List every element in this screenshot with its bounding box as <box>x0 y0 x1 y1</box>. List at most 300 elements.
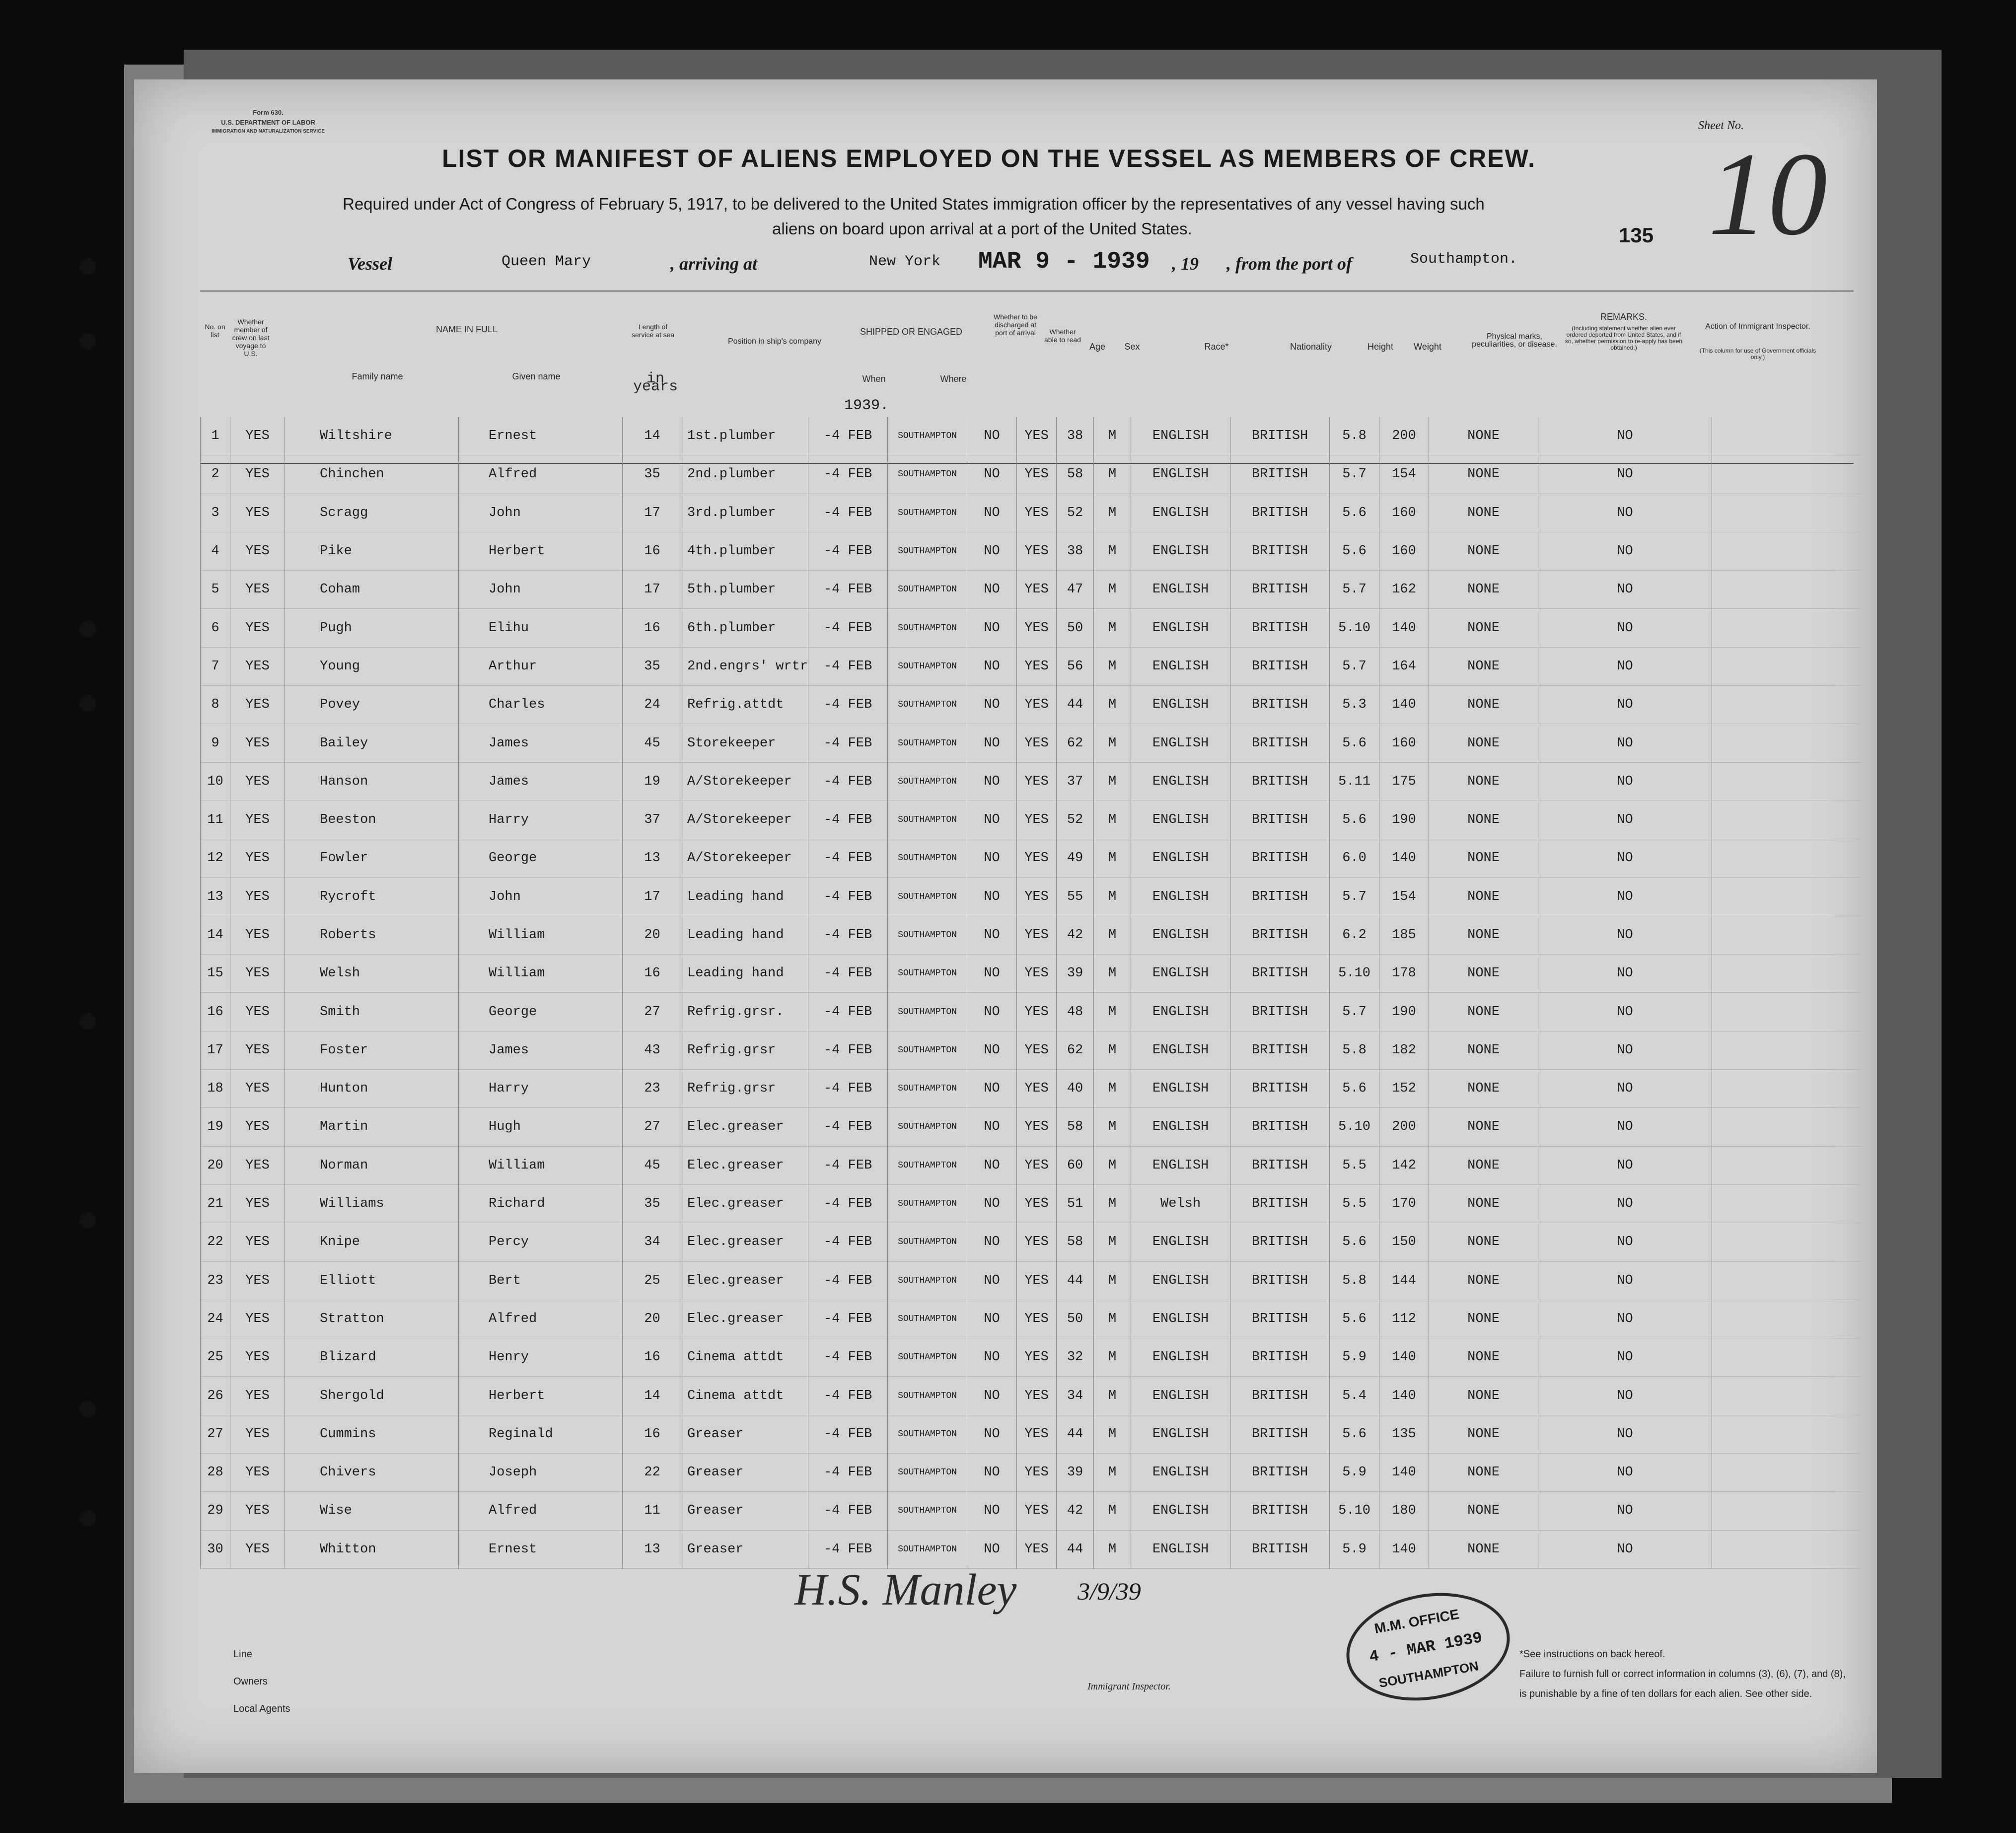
height: 5.3 <box>1330 686 1379 724</box>
age: 44 <box>1057 1261 1094 1300</box>
nationality: BRITISH <box>1230 762 1330 801</box>
table-row <box>201 839 1861 878</box>
shipped-where: SOUTHAMPTON <box>888 1300 967 1338</box>
able-to-read: YES <box>1017 1031 1057 1069</box>
able-to-read: YES <box>1017 916 1057 954</box>
physical-marks: NONE <box>1429 954 1538 993</box>
shipped-when: -4 FEB <box>808 1492 888 1530</box>
service-years: 16 <box>623 532 682 570</box>
family-name: Chivers <box>285 1454 459 1492</box>
sheet-number: 10 <box>1708 128 1827 260</box>
col-header-nationality: Nationality <box>1290 342 1332 352</box>
inspector-action <box>1712 455 1861 494</box>
nationality: BRITISH <box>1230 916 1330 954</box>
shipped-where: SOUTHAMPTON <box>888 686 967 724</box>
prev-voyage: YES <box>230 647 285 685</box>
service-years: 20 <box>623 916 682 954</box>
table-row <box>201 1261 1861 1300</box>
nationality: BRITISH <box>1230 455 1330 494</box>
remarks: NO <box>1538 647 1712 685</box>
inspector-action <box>1712 839 1861 878</box>
prev-voyage: YES <box>230 878 285 916</box>
given-name: John <box>459 494 623 532</box>
race: ENGLISH <box>1131 1377 1230 1415</box>
form-number: Form 630. <box>253 109 284 116</box>
table-row <box>201 1454 1861 1492</box>
physical-marks: NONE <box>1429 1377 1538 1415</box>
given-name: Bert <box>459 1261 623 1300</box>
race: ENGLISH <box>1131 1300 1230 1338</box>
age: 32 <box>1057 1338 1094 1377</box>
given-name: John <box>459 571 623 609</box>
height: 5.5 <box>1330 1146 1379 1184</box>
nationality: BRITISH <box>1230 1454 1330 1492</box>
service-years: 17 <box>623 878 682 916</box>
row-number: 29 <box>201 1492 230 1530</box>
shipped-where: SOUTHAMPTON <box>888 801 967 839</box>
col-header-weight: Weight <box>1414 342 1441 352</box>
col-header-age: Age <box>1089 342 1106 352</box>
punch-hole <box>79 1510 96 1527</box>
family-name: Martin <box>285 1108 459 1146</box>
race: ENGLISH <box>1131 455 1230 494</box>
able-to-read: YES <box>1017 1146 1057 1184</box>
agents-label: Local Agents <box>233 1703 290 1714</box>
discharged: NO <box>967 1261 1017 1300</box>
inspector-label: Immigrant Inspector. <box>1087 1681 1171 1692</box>
height: 5.10 <box>1330 1492 1379 1530</box>
line-label: Line <box>233 1649 252 1660</box>
age: 62 <box>1057 1031 1094 1069</box>
prev-voyage: YES <box>230 1070 285 1108</box>
prev-voyage: YES <box>230 1223 285 1261</box>
col-header-in-years: in years <box>633 370 678 395</box>
prev-voyage: YES <box>230 954 285 993</box>
punch-hole <box>79 1212 96 1229</box>
physical-marks: NONE <box>1429 1223 1538 1261</box>
given-name: Herbert <box>459 1377 623 1415</box>
race: ENGLISH <box>1131 571 1230 609</box>
race: ENGLISH <box>1131 417 1230 455</box>
shipped-when: -4 FEB <box>808 1108 888 1146</box>
shipped-where: SOUTHAMPTON <box>888 762 967 801</box>
height: 5.6 <box>1330 1070 1379 1108</box>
remarks: NO <box>1538 1530 1712 1568</box>
age: 44 <box>1057 1530 1094 1568</box>
prev-voyage: YES <box>230 1530 285 1568</box>
sex: M <box>1094 1530 1131 1568</box>
height: 5.7 <box>1330 993 1379 1031</box>
service-years: 35 <box>623 455 682 494</box>
sex: M <box>1094 839 1131 878</box>
race: ENGLISH <box>1131 801 1230 839</box>
family-name: Williams <box>285 1184 459 1223</box>
sex: M <box>1094 1492 1131 1530</box>
remarks: NO <box>1538 801 1712 839</box>
department: U.S. DEPARTMENT OF LABOR <box>221 119 315 126</box>
age: 62 <box>1057 724 1094 762</box>
row-number: 23 <box>201 1261 230 1300</box>
height: 5.6 <box>1330 1223 1379 1261</box>
remarks: NO <box>1538 993 1712 1031</box>
stamp-bottom-text: SOUTHAMPTON <box>1377 1658 1480 1691</box>
family-name: Povey <box>285 686 459 724</box>
row-number: 7 <box>201 647 230 685</box>
row-number: 25 <box>201 1338 230 1377</box>
weight: 112 <box>1379 1300 1429 1338</box>
note-1: *See instructions on back hereof. <box>1519 1649 1665 1660</box>
height: 5.7 <box>1330 878 1379 916</box>
discharged: NO <box>967 647 1017 685</box>
remarks: NO <box>1538 1261 1712 1300</box>
shipped-when: -4 FEB <box>808 1184 888 1223</box>
sex: M <box>1094 494 1131 532</box>
nationality: BRITISH <box>1230 724 1330 762</box>
service-years: 20 <box>623 1300 682 1338</box>
remarks: NO <box>1538 1377 1712 1415</box>
position: Leading hand <box>682 878 808 916</box>
sex: M <box>1094 1031 1131 1069</box>
service-years: 22 <box>623 1454 682 1492</box>
col-header-prev-voyage: Whether member of crew on last voyage to U.S. <box>232 318 270 358</box>
remarks: NO <box>1538 494 1712 532</box>
row-number: 28 <box>201 1454 230 1492</box>
race: ENGLISH <box>1131 1223 1230 1261</box>
family-name: Blizard <box>285 1338 459 1377</box>
position: Cinema attdt <box>682 1338 808 1377</box>
discharged: NO <box>967 1184 1017 1223</box>
page-title: LIST OR MANIFEST OF ALIENS EMPLOYED ON THE VESSEL AS MEMBERS OF CREW. <box>442 145 1536 172</box>
service-years: 34 <box>623 1223 682 1261</box>
height: 5.6 <box>1330 1415 1379 1453</box>
inspector-action <box>1712 1146 1861 1184</box>
weight: 140 <box>1379 839 1429 878</box>
given-name: Herbert <box>459 532 623 570</box>
shipped-when: -4 FEB <box>808 839 888 878</box>
shipped-when: -4 FEB <box>808 1146 888 1184</box>
able-to-read: YES <box>1017 1070 1057 1108</box>
shipped-when: -4 FEB <box>808 1377 888 1415</box>
race: ENGLISH <box>1131 1108 1230 1146</box>
shipped-where: SOUTHAMPTON <box>888 1492 967 1530</box>
given-name: William <box>459 954 623 993</box>
position: Elec.greaser <box>682 1108 808 1146</box>
height: 5.10 <box>1330 954 1379 993</box>
shipped-when: -4 FEB <box>808 762 888 801</box>
weight: 200 <box>1379 417 1429 455</box>
nationality: BRITISH <box>1230 1377 1330 1415</box>
shipped-where: SOUTHAMPTON <box>888 1223 967 1261</box>
discharged: NO <box>967 455 1017 494</box>
family-name: Foster <box>285 1031 459 1069</box>
inspector-action <box>1712 1530 1861 1568</box>
physical-marks: NONE <box>1429 1031 1538 1069</box>
able-to-read: YES <box>1017 417 1057 455</box>
prev-voyage: YES <box>230 686 285 724</box>
position: Greaser <box>682 1454 808 1492</box>
weight: 154 <box>1379 878 1429 916</box>
family-name: Young <box>285 647 459 685</box>
inspector-action <box>1712 1223 1861 1261</box>
year-label: , 19 <box>1172 254 1199 274</box>
race: ENGLISH <box>1131 954 1230 993</box>
table-row <box>201 1108 1861 1146</box>
service-years: 16 <box>623 609 682 647</box>
service-years: 37 <box>623 801 682 839</box>
service-years: 11 <box>623 1492 682 1530</box>
weight: 154 <box>1379 455 1429 494</box>
sex: M <box>1094 532 1131 570</box>
discharged: NO <box>967 1530 1017 1568</box>
remarks: NO <box>1538 954 1712 993</box>
inspector-action <box>1712 571 1861 609</box>
table-row <box>201 1415 1861 1453</box>
stamp-top-text: M.M. OFFICE <box>1373 1606 1460 1636</box>
sex: M <box>1094 1070 1131 1108</box>
sex: M <box>1094 571 1131 609</box>
service-years: 19 <box>623 762 682 801</box>
service-years: 16 <box>623 1415 682 1453</box>
discharged: NO <box>967 1146 1017 1184</box>
row-number: 27 <box>201 1415 230 1453</box>
sex: M <box>1094 417 1131 455</box>
shipped-when: -4 FEB <box>808 1454 888 1492</box>
shipped-when: -4 FEB <box>808 801 888 839</box>
given-name: Percy <box>459 1223 623 1261</box>
table-row <box>201 1146 1861 1184</box>
discharged: NO <box>967 993 1017 1031</box>
weight: 144 <box>1379 1261 1429 1300</box>
weight: 135 <box>1379 1415 1429 1453</box>
stamp-date-text: 4 - MAR 1939 <box>1368 1628 1484 1667</box>
discharged: NO <box>967 494 1017 532</box>
col-header-when: When <box>862 374 886 384</box>
list-number: 135 <box>1619 223 1654 247</box>
position: Refrig.grsr <box>682 1070 808 1108</box>
table-row <box>201 1492 1861 1530</box>
height: 5.11 <box>1330 762 1379 801</box>
punch-hole <box>79 621 96 638</box>
row-number: 12 <box>201 839 230 878</box>
table-row <box>201 1530 1861 1568</box>
able-to-read: YES <box>1017 494 1057 532</box>
sex: M <box>1094 1184 1131 1223</box>
family-name: Chinchen <box>285 455 459 494</box>
shipped-when: -4 FEB <box>808 916 888 954</box>
position: A/Storekeeper <box>682 762 808 801</box>
nationality: BRITISH <box>1230 532 1330 570</box>
table-row <box>201 1300 1861 1338</box>
table-row <box>201 455 1861 494</box>
height: 5.7 <box>1330 571 1379 609</box>
inspector-action <box>1712 609 1861 647</box>
note-3: is punishable by a fine of ten dollars for each alien. See other side. <box>1519 1688 1812 1699</box>
service-years: 45 <box>623 1146 682 1184</box>
family-name: Scragg <box>285 494 459 532</box>
race: ENGLISH <box>1131 878 1230 916</box>
discharged: NO <box>967 686 1017 724</box>
service-years: 27 <box>623 1108 682 1146</box>
given-name: William <box>459 1146 623 1184</box>
discharged: NO <box>967 1108 1017 1146</box>
family-name: Wise <box>285 1492 459 1530</box>
nationality: BRITISH <box>1230 1031 1330 1069</box>
nationality: BRITISH <box>1230 993 1330 1031</box>
able-to-read: YES <box>1017 1454 1057 1492</box>
weight: 140 <box>1379 1377 1429 1415</box>
nationality: BRITISH <box>1230 1492 1330 1530</box>
sex: M <box>1094 1338 1131 1377</box>
race: ENGLISH <box>1131 1492 1230 1530</box>
race: Welsh <box>1131 1184 1230 1223</box>
shipped-where: SOUTHAMPTON <box>888 839 967 878</box>
weight: 140 <box>1379 1530 1429 1568</box>
remarks: NO <box>1538 1031 1712 1069</box>
discharged: NO <box>967 1223 1017 1261</box>
weight: 182 <box>1379 1031 1429 1069</box>
physical-marks: NONE <box>1429 724 1538 762</box>
discharged: NO <box>967 878 1017 916</box>
inspector-action <box>1712 1415 1861 1453</box>
punch-hole <box>79 1013 96 1030</box>
nationality: BRITISH <box>1230 1146 1330 1184</box>
remarks: NO <box>1538 839 1712 878</box>
sex: M <box>1094 993 1131 1031</box>
age: 38 <box>1057 417 1094 455</box>
prev-voyage: YES <box>230 1492 285 1530</box>
prev-voyage: YES <box>230 1108 285 1146</box>
height: 5.4 <box>1330 1377 1379 1415</box>
sex: M <box>1094 1261 1131 1300</box>
remarks: NO <box>1538 1108 1712 1146</box>
prev-voyage: YES <box>230 1454 285 1492</box>
shipped-when: -4 FEB <box>808 417 888 455</box>
nationality: BRITISH <box>1230 609 1330 647</box>
age: 42 <box>1057 916 1094 954</box>
given-name: Harry <box>459 1070 623 1108</box>
height: 5.9 <box>1330 1530 1379 1568</box>
family-name: Bailey <box>285 724 459 762</box>
shipped-when: -4 FEB <box>808 647 888 685</box>
table-row <box>201 571 1861 609</box>
able-to-read: YES <box>1017 878 1057 916</box>
family-name: Fowler <box>285 839 459 878</box>
nationality: BRITISH <box>1230 801 1330 839</box>
given-name: James <box>459 724 623 762</box>
able-to-read: YES <box>1017 686 1057 724</box>
remarks: NO <box>1538 1146 1712 1184</box>
weight: 190 <box>1379 993 1429 1031</box>
row-number: 18 <box>201 1070 230 1108</box>
physical-marks: NONE <box>1429 1338 1538 1377</box>
race: ENGLISH <box>1131 724 1230 762</box>
given-name: Alfred <box>459 1300 623 1338</box>
age: 52 <box>1057 801 1094 839</box>
position: Elec.greaser <box>682 1223 808 1261</box>
shipped-where: SOUTHAMPTON <box>888 724 967 762</box>
prev-voyage: YES <box>230 762 285 801</box>
col-header-action: Action of Immigrant Inspector. <box>1705 322 1810 331</box>
physical-marks: NONE <box>1429 878 1538 916</box>
position: Refrig.attdt <box>682 686 808 724</box>
discharged: NO <box>967 1338 1017 1377</box>
punch-hole <box>79 258 96 275</box>
prev-voyage: YES <box>230 1146 285 1184</box>
position: Greaser <box>682 1415 808 1453</box>
punch-hole <box>79 333 96 350</box>
col-header-name: NAME IN FULL <box>435 324 498 334</box>
weight: 190 <box>1379 801 1429 839</box>
sex: M <box>1094 647 1131 685</box>
row-number: 13 <box>201 878 230 916</box>
table-row <box>201 993 1861 1031</box>
age: 37 <box>1057 762 1094 801</box>
shipped-where: SOUTHAMPTON <box>888 878 967 916</box>
position: Elec.greaser <box>682 1261 808 1300</box>
remarks: NO <box>1538 724 1712 762</box>
prev-voyage: YES <box>230 532 285 570</box>
col-header-no: No. on list <box>205 323 225 339</box>
shipped-when: -4 FEB <box>808 1070 888 1108</box>
able-to-read: YES <box>1017 801 1057 839</box>
shipped-where: SOUTHAMPTON <box>888 609 967 647</box>
age: 58 <box>1057 1223 1094 1261</box>
weight: 178 <box>1379 954 1429 993</box>
inspector-action <box>1712 1300 1861 1338</box>
given-name: Henry <box>459 1338 623 1377</box>
col-header-height: Height <box>1367 342 1394 352</box>
col-header-physical: Physical marks, peculiarities, or disease. <box>1472 332 1557 349</box>
race: ENGLISH <box>1131 532 1230 570</box>
prev-voyage: YES <box>230 839 285 878</box>
remarks: NO <box>1538 532 1712 570</box>
col-header-shipped: SHIPPED OR ENGAGED <box>860 327 963 337</box>
row-number: 9 <box>201 724 230 762</box>
row-number: 11 <box>201 801 230 839</box>
nationality: BRITISH <box>1230 571 1330 609</box>
remarks: NO <box>1538 1415 1712 1453</box>
subtitle-line-2: aliens on board upon arrival at a port of the United States. <box>772 220 1192 238</box>
age: 58 <box>1057 1108 1094 1146</box>
vessel-name: Queen Mary <box>502 253 591 270</box>
race: ENGLISH <box>1131 1338 1230 1377</box>
nationality: BRITISH <box>1230 839 1330 878</box>
remarks: NO <box>1538 1184 1712 1223</box>
prev-voyage: YES <box>230 993 285 1031</box>
col-header-action-note: (This column for use of Government officials only.) <box>1699 347 1816 361</box>
prev-voyage: YES <box>230 494 285 532</box>
shipped-when: -4 FEB <box>808 494 888 532</box>
row-number: 8 <box>201 686 230 724</box>
row-number: 2 <box>201 455 230 494</box>
sex: M <box>1094 916 1131 954</box>
shipped-when: -4 FEB <box>808 1223 888 1261</box>
physical-marks: NONE <box>1429 993 1538 1031</box>
physical-marks: NONE <box>1429 1261 1538 1300</box>
service-years: 14 <box>623 1377 682 1415</box>
row-number: 1 <box>201 417 230 455</box>
col-header-discharged: Whether to be discharged at port of arrival <box>994 313 1037 337</box>
given-name: Arthur <box>459 647 623 685</box>
sex: M <box>1094 1415 1131 1453</box>
vessel-label: Vessel <box>348 254 392 274</box>
col-header-race: Race* <box>1204 342 1229 352</box>
given-name: Alfred <box>459 1492 623 1530</box>
family-name: Norman <box>285 1146 459 1184</box>
shipped-where: SOUTHAMPTON <box>888 1031 967 1069</box>
given-name: Ernest <box>459 1530 623 1568</box>
shipped-when: -4 FEB <box>808 954 888 993</box>
